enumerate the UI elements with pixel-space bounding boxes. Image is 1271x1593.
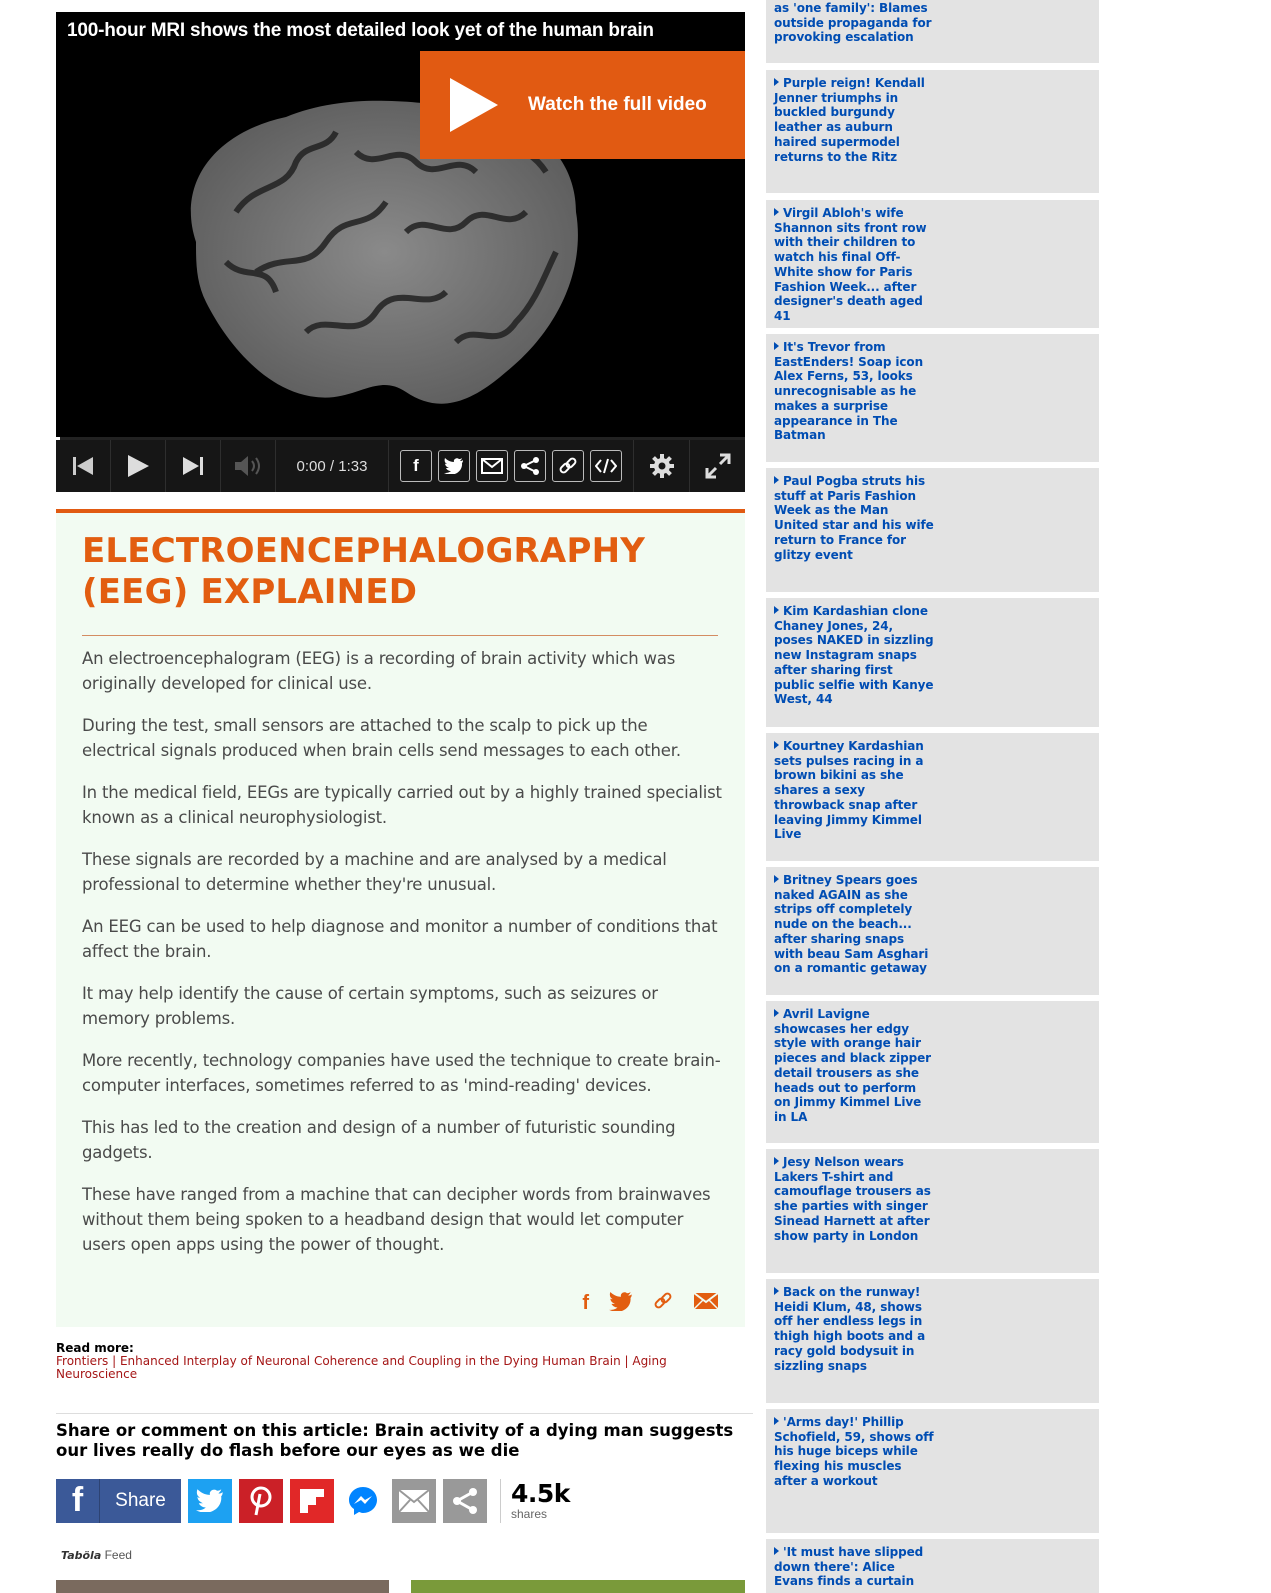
share-button[interactable] (514, 450, 546, 482)
read-more-link[interactable]: Frontiers (56, 1354, 109, 1368)
flipboard-share-button[interactable] (290, 1479, 334, 1523)
read-more (56, 1342, 746, 1381)
sidebar-story[interactable] (766, 70, 1099, 193)
feed-thumbnail[interactable] (56, 1580, 389, 1593)
factbox-body (82, 646, 722, 1274)
email-share-button[interactable] (392, 1479, 436, 1523)
arrow-icon (774, 875, 779, 883)
embed-button[interactable] (590, 450, 622, 482)
link-icon (558, 456, 578, 476)
play-icon (450, 78, 498, 132)
section-divider (56, 1413, 753, 1414)
share-icon (520, 456, 540, 476)
read-more-label: Read more: (56, 1341, 134, 1355)
read-more-links (56, 1355, 746, 1381)
flipboard-icon (298, 1487, 326, 1515)
sidebar-story-text: Purple reign! Kendall Jenner triumphs in buckled burgundy leather as auburn haired supermodel returns to the Ritz (774, 76, 925, 164)
messenger-share-button[interactable] (341, 1479, 385, 1523)
share-count-number: 4.5k (511, 1478, 570, 1508)
volume-icon (233, 455, 263, 477)
copy-link-button[interactable] (552, 450, 584, 482)
sidebar (766, 0, 1099, 1593)
volume-button[interactable] (221, 440, 276, 492)
share-count (500, 1479, 570, 1523)
embed-icon (595, 458, 617, 474)
fullscreen-button[interactable] (690, 440, 745, 492)
taboola-feed-text: Feed (104, 1548, 132, 1562)
next-button[interactable] (166, 440, 221, 492)
video-time: 0:00 / 1:33 (276, 440, 389, 492)
video-controls (56, 440, 745, 492)
sidebar-story[interactable] (766, 598, 1099, 727)
fullscreen-icon (705, 453, 731, 479)
taboola-logo: Taböla (61, 1549, 102, 1562)
sidebar-story-text: Jesy Nelson wears Lakers T-shirt and camouflage trousers as she parties with singer Sinead Harnett at after show party in London (774, 1155, 931, 1243)
watch-full-video-button[interactable] (420, 51, 745, 159)
arrow-icon (774, 741, 779, 749)
sidebar-story-text: as 'one family': Blames outside propaganda for provoking escalation (774, 1, 932, 45)
sidebar-story[interactable] (766, 1001, 1099, 1143)
sidebar-story-text: 'Arms day!' Phillip Schofield, 59, shows off his huge biceps while flexing his muscles after a workout (774, 1415, 934, 1488)
sidebar-story-text: Kim Kardashian clone Chaney Jones, 24, poses NAKED in sizzling new Instagram snaps after sharing first public selfie with Kanye West, 44 (774, 604, 934, 707)
sidebar-story-text: 'It must have slipped down there': Alice Evans finds a curtain (774, 1545, 924, 1589)
sidebar-story[interactable] (766, 1149, 1099, 1273)
read-more-link[interactable]: Aging Neuroscience (56, 1354, 667, 1381)
feed-thumbnail[interactable] (411, 1580, 745, 1593)
watch-full-video-label: Watch the full video (528, 94, 707, 115)
share-icon (451, 1487, 479, 1515)
link-separator: | (620, 1354, 633, 1368)
twitter-share-button[interactable] (438, 450, 470, 482)
messenger-icon (347, 1485, 379, 1517)
arrow-icon (774, 208, 779, 216)
sidebar-story-text: Virgil Abloh's wife Shannon sits front row with their children to watch his final Off-White show for Paris Fashion Week... after designer's death aged 41 (774, 206, 927, 323)
arrow-icon (774, 1287, 779, 1295)
twitter-icon (196, 1489, 224, 1512)
read-more-link[interactable]: Enhanced Interplay of Neuronal Coherence and Coupling in the Dying Human Brain (119, 1354, 621, 1368)
pinterest-share-button[interactable] (239, 1479, 283, 1523)
sidebar-story-text: It's Trevor from EastEnders! Soap icon Alex Ferns, 53, looks unrecognisable as he makes a surprise appearance in The Batman (774, 340, 924, 443)
sidebar-story-text: Back on the runway! Heidi Klum, 48, shows off her endless legs in thigh high boots and a racy gold bodysuit in sizzling snaps (774, 1285, 926, 1373)
sidebar-story-text: Kourtney Kardashian sets pulses racing in a brown bikini as she shares a sexy throwback snap after leaving Jimmy Kimmel Live (774, 739, 924, 842)
link-icon[interactable] (653, 1291, 673, 1316)
email-icon (481, 458, 503, 474)
factbox-paragraph: An electroencephalogram (EEG) is a recording of brain activity which was originally developed for clinical use. (82, 649, 676, 693)
sidebar-story-text: Avril Lavigne showcases her edgy style with orange hair pieces and black zipper detail trousers as she heads out to perform on Jimmy Kimmel Live in LA (774, 1007, 931, 1124)
sidebar-story-text: Britney Spears goes naked AGAIN as she strips off completely nude on the beach... after sharing snaps with beau Sam Asghari on a romantic getaway (774, 873, 929, 976)
sidebar-story[interactable] (766, 1539, 1099, 1593)
link-separator: | (108, 1354, 120, 1368)
sidebar-story[interactable] (766, 1409, 1099, 1533)
facebook-icon: f (56, 1479, 100, 1523)
sidebar-story-text: Paul Pogba struts his stuff at Paris Fashion Week as the Man United star and his wife return to France for glitzy event (774, 474, 934, 562)
twitter-share-button[interactable] (188, 1479, 232, 1523)
factbox-paragraph: More recently, technology companies have used the technique to create brain-computer interfaces, sometimes referred to as 'mind-reading' devices. (82, 1051, 721, 1095)
sidebar-story[interactable] (766, 200, 1099, 328)
sidebar-story[interactable] (766, 334, 1099, 462)
factbox-paragraph: These signals are recorded by a machine and are analysed by a medical professional to determine whether they're unusual. (82, 850, 667, 894)
facebook-icon: f (413, 456, 419, 475)
twitter-icon[interactable] (609, 1292, 633, 1316)
email-icon (398, 1489, 430, 1513)
arrow-icon (774, 1157, 779, 1165)
share-bar (56, 1478, 570, 1523)
arrow-icon (774, 1009, 779, 1017)
arrow-icon (774, 1417, 779, 1425)
share-count-unit: shares (511, 1506, 548, 1521)
facebook-share-label: Share (115, 1489, 166, 1511)
factbox-paragraph: This has led to the creation and design of a number of futuristic sounding gadgets. (82, 1118, 676, 1162)
taboola-feed-label (61, 1548, 132, 1562)
arrow-icon (774, 1547, 779, 1555)
facebook-share-button[interactable] (400, 450, 432, 482)
email-share-button[interactable] (476, 450, 508, 482)
factbox-paragraph: In the medical field, EEGs are typically carried out by a highly trained specialist known as a clinical neurophysiologist. (82, 783, 722, 827)
previous-button[interactable] (56, 440, 111, 492)
arrow-icon (774, 78, 779, 86)
factbox-paragraph: During the test, small sensors are attached to the scalp to pick up the electrical signals produced when brain cells send messages to each other. (82, 716, 681, 760)
play-icon (126, 454, 150, 478)
factbox-paragraph: It may help identify the cause of certain symptoms, such as seizures or memory problems. (82, 984, 658, 1028)
arrow-icon (774, 342, 779, 350)
next-icon (182, 456, 204, 476)
play-button[interactable] (111, 440, 166, 492)
video-share-group (389, 440, 634, 492)
factbox-paragraph: These have ranged from a machine that can decipher words from brainwaves without them being spoken to a headband design that would let computer users open apps using the power of thought. (82, 1185, 711, 1254)
share-heading: Share or comment on this article: Brain activity of a dying man suggests our lives really do flash before our eyes as we die (56, 1421, 734, 1460)
factbox-share-icons (582, 1291, 719, 1316)
pinterest-icon (248, 1486, 274, 1516)
facebook-icon[interactable]: f (582, 1292, 589, 1314)
factbox-divider (82, 635, 718, 636)
video-player[interactable] (56, 12, 745, 492)
settings-button[interactable] (634, 440, 690, 492)
arrow-icon (774, 476, 779, 484)
previous-icon (72, 456, 94, 476)
sidebar-story[interactable] (766, 733, 1099, 861)
facebook-share-button[interactable] (56, 1479, 181, 1523)
sidebar-story[interactable] (766, 0, 1099, 63)
eeg-factbox (56, 509, 745, 1327)
arrow-icon (774, 606, 779, 614)
sidebar-story[interactable] (766, 867, 1099, 995)
gear-icon (649, 453, 675, 479)
factbox-heading: ELECTROENCEPHALOGRAPHY (EEG) EXPLAINED (82, 531, 646, 612)
twitter-icon (444, 458, 464, 474)
email-icon[interactable] (693, 1292, 719, 1315)
sidebar-story[interactable] (766, 468, 1099, 592)
video-title: 100-hour MRI shows the most detailed look yet of the human brain (67, 20, 654, 41)
factbox-paragraph: An EEG can be used to help diagnose and monitor a number of conditions that affect the brain. (82, 917, 718, 961)
more-share-button[interactable] (443, 1479, 487, 1523)
sidebar-story[interactable] (766, 1279, 1099, 1403)
